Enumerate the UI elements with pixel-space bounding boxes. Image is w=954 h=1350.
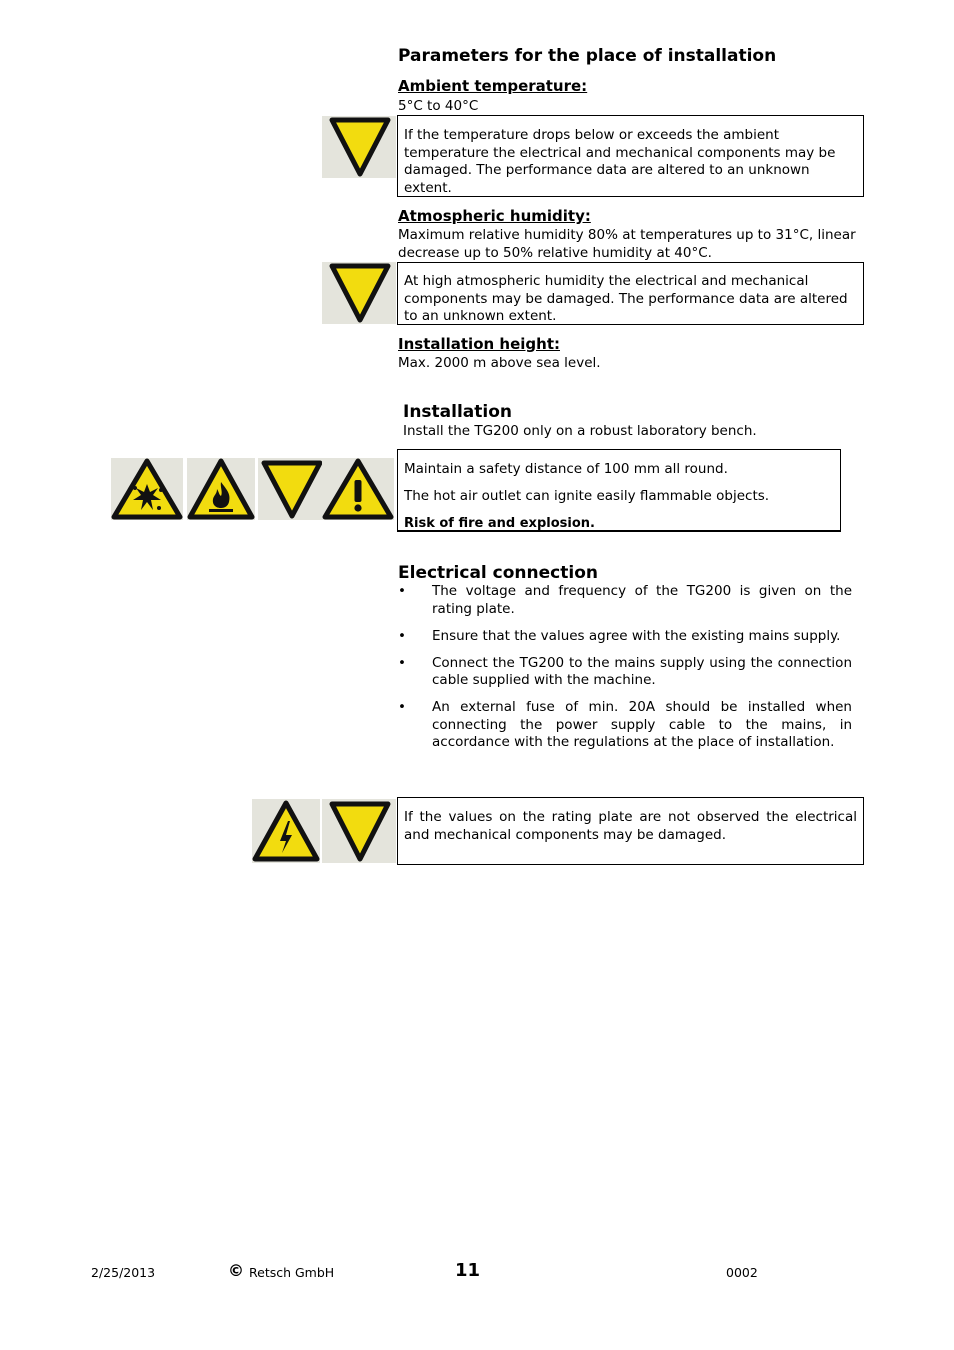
warning-triangle-icon [322, 116, 396, 178]
atmospheric-humidity-value: Maximum relative humidity 80% at temperatures up to 31°C, linear decrease up to 50% relative humidity at 40°C. [398, 227, 856, 261]
electrical-bullet-list [398, 583, 852, 761]
bullet-text: Ensure that the values agree with the existing mains supply. [432, 627, 841, 644]
flammable-hazard-icon [187, 458, 255, 520]
bullet-text: An external fuse of min. 20A should be installed when connecting the power supply cable to the mains, in accordance with the regulations at the place of installation. [432, 699, 852, 750]
warning-text-safety-distance: Maintain a safety distance of 100 mm all round. [404, 461, 728, 477]
explosion-hazard-icon [111, 458, 183, 520]
list-item [398, 583, 852, 618]
installation-text: Install the TG200 only on a robust laboratory bench. [403, 423, 757, 439]
bullet-icon: • [398, 627, 406, 644]
warning-text-ambient: If the temperature drops below or exceeds the ambient temperature the electrical and mechanical components may be damaged. The performance data are altered to an unknown extent. [404, 127, 836, 196]
bullet-text: The voltage and frequency of the TG200 is given on the rating plate. [432, 583, 852, 617]
warning-box-humidity [397, 262, 864, 325]
bullet-icon: • [398, 583, 406, 599]
footer-doc-code: 0002 [726, 1265, 758, 1280]
warning-text-electrical: If the values on the rating plate are not observed the electrical and mechanical components may be damaged. [404, 809, 857, 843]
page-number: 11 [455, 1260, 481, 1281]
list-item [398, 628, 852, 646]
section-title-electrical: Electrical connection [398, 563, 598, 583]
warning-text-hot-air: The hot air outlet can ignite easily flammable objects. [404, 488, 770, 504]
section-title-installation: Installation [403, 402, 513, 422]
electrical-hazard-icon [252, 799, 320, 863]
list-item [398, 655, 852, 690]
warning-text-fire-risk: Risk of fire and explosion. [404, 516, 595, 531]
warning-triangle-icon [322, 799, 396, 863]
bullet-icon: • [398, 699, 406, 715]
section-title-parameters: Parameters for the place of installation [398, 46, 777, 66]
warning-triangle-icon [258, 458, 326, 520]
bullet-icon: • [398, 654, 406, 671]
warning-box-electrical [397, 797, 864, 865]
heading-installation-height: Installation height: [398, 335, 560, 353]
copyright-icon: © [228, 1261, 244, 1280]
footer-date: 2/25/2013 [91, 1265, 156, 1280]
warning-box-installation [397, 449, 841, 532]
list-item [398, 699, 852, 752]
installation-height-value: Max. 2000 m above sea level. [398, 355, 601, 371]
warning-text-humidity: At high atmospheric humidity the electrical and mechanical components may be damaged. The performance data are altered to an unknown extent. [404, 273, 848, 324]
warning-box-ambient-temperature [397, 115, 864, 197]
warning-triangle-icon [322, 262, 396, 324]
footer-company: Retsch GmbH [249, 1265, 335, 1280]
bullet-text: Connect the TG200 to the mains supply using the connection cable supplied with the machine. [432, 654, 852, 688]
ambient-temperature-value: 5°C to 40°C [398, 98, 479, 114]
general-warning-icon [322, 458, 394, 520]
heading-atmospheric-humidity: Atmospheric humidity: [398, 207, 591, 225]
heading-ambient-temperature: Ambient temperature: [398, 77, 588, 95]
